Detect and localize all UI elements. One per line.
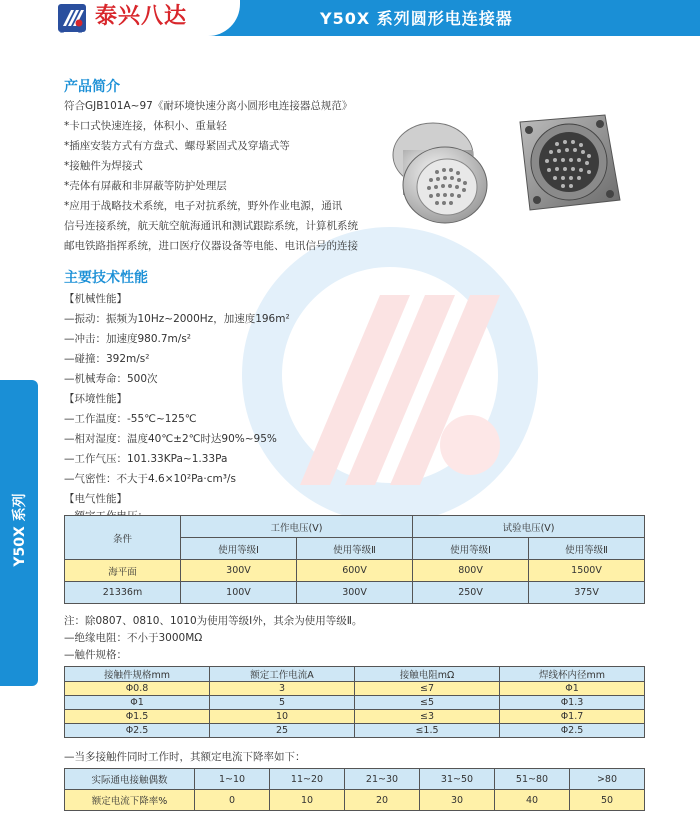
table-cell: 25 [210, 724, 355, 738]
intro-line: *卡口式快速连接，体积小、重量轻 [64, 120, 227, 132]
intro-line: 符合GJB101A~97《耐环境快速分离小圆形电连接器总规范》 [64, 100, 353, 112]
table-cell: 30 [420, 790, 495, 811]
table-row [65, 710, 645, 724]
row-label: 额定电流下降率% [65, 790, 195, 811]
table-cell: 1500V [529, 560, 645, 582]
level-header: 使用等级Ⅰ [413, 538, 529, 560]
table-cell: 1~10 [195, 769, 270, 790]
derating-intro: —当多接触件同时工作时，其额定电流下降率如下： [64, 751, 306, 763]
table-cell: 375V [529, 582, 645, 604]
spec-line: —气密性：不大于4.6×10²Pa·cm³/s [64, 473, 236, 485]
work-voltage-header: 工作电压(V) [181, 516, 413, 538]
table-cell: Φ2.5 [65, 724, 210, 738]
table-row [65, 560, 645, 582]
table-row [65, 696, 645, 710]
env-title: 【环境性能】 [64, 393, 127, 405]
table-cell: 5 [210, 696, 355, 710]
intro-line: *壳体有屏蔽和非屏蔽等防护处理层 [64, 180, 227, 192]
connector-plug-image [383, 110, 503, 230]
table-cell: 21~30 [345, 769, 420, 790]
spec-line: —机械寿命：500次 [64, 373, 158, 385]
table-cell: >80 [570, 769, 645, 790]
derating-table [64, 768, 645, 811]
table-cell: 11~20 [270, 769, 345, 790]
table-cell: ≤1.5 [355, 724, 500, 738]
table-cell: 31~50 [420, 769, 495, 790]
connector-socket-image [505, 110, 625, 220]
table-row [65, 724, 645, 738]
table-cell: ≤3 [355, 710, 500, 724]
table-cell: Φ1.7 [500, 710, 645, 724]
table-cell: 21336m [65, 582, 181, 604]
table-cell: 100V [181, 582, 297, 604]
intro-line: *插座安装方式有方盘式、螺母紧固式及穿墙式等 [64, 140, 290, 152]
spec-line: —碰撞：392m/s² [64, 353, 150, 365]
column-header: 焊线杯内径mm [500, 667, 645, 682]
watermark-logo-icon [240, 225, 540, 525]
table-cell: Φ0.8 [65, 682, 210, 696]
table-cell: 250V [413, 582, 529, 604]
column-header: 接触电阻mΩ [355, 667, 500, 682]
table-cell: Φ1 [500, 682, 645, 696]
table-cell: Φ2.5 [500, 724, 645, 738]
table-cell: 0 [195, 790, 270, 811]
table-cell: 800V [413, 560, 529, 582]
table-cell: 20 [345, 790, 420, 811]
test-voltage-header: 试验电压(V) [413, 516, 645, 538]
mech-title: 【机械性能】 [64, 293, 127, 305]
table-cell: 3 [210, 682, 355, 696]
table-row [65, 769, 645, 790]
table-cell: 10 [270, 790, 345, 811]
table-cell: Φ1 [65, 696, 210, 710]
contact-table [64, 666, 645, 738]
table-cell: 300V [181, 560, 297, 582]
table-row [65, 790, 645, 811]
column-header: 额定工作电流A [210, 667, 355, 682]
rated-voltage-label: —额定工作电压： [64, 510, 148, 522]
table-cell: 海平面 [65, 560, 181, 582]
column-header: 接触件规格mm [65, 667, 210, 682]
contact-spec-label: —触件规格： [64, 649, 127, 661]
insulation-line: —绝缘电阻：不小于3000MΩ [64, 632, 203, 644]
table-cell: 10 [210, 710, 355, 724]
table-cell: 51~80 [495, 769, 570, 790]
level-header: 使用等级Ⅰ [181, 538, 297, 560]
spec-line: —冲击：加速度980.7m/s² [64, 333, 192, 345]
level-header: 使用等级Ⅱ [297, 538, 413, 560]
intro-line: *接触件为焊接式 [64, 160, 143, 172]
table-cell: 40 [495, 790, 570, 811]
page-title: Y50X 系列圆形电连接器 [320, 9, 513, 28]
intro-line: 信号连接系统，航天航空航海通讯和测试跟踪系统，计算机系统 [64, 220, 358, 232]
page-header [0, 0, 700, 36]
table-cell: ≤7 [355, 682, 500, 696]
table-cell: 50 [570, 790, 645, 811]
voltage-table [64, 515, 645, 604]
table-cell: 300V [297, 582, 413, 604]
brand-letters: B D [60, 28, 89, 35]
level-note: 注：除0807、0810、1010为使用等级Ⅰ外，其余为使用等级Ⅱ。 [64, 615, 363, 627]
spec-line: —工作气压：101.33KPa~1.33Pa [64, 453, 228, 465]
spec-line: —振动：振频为10Hz~2000Hz，加速度196m² [64, 313, 290, 325]
table-row [65, 582, 645, 604]
logo-area [0, 0, 240, 36]
spec-line: —工作温度：-55℃~125℃ [64, 413, 197, 425]
condition-header: 条件 [65, 516, 181, 560]
intro-line: *应用于战略技术系统，电子对抗系统，野外作业电源，通讯 [64, 200, 343, 212]
table-row [65, 682, 645, 696]
table-cell: ≤5 [355, 696, 500, 710]
elec-title: 【电气性能】 [64, 493, 127, 505]
table-cell: 600V [297, 560, 413, 582]
spec-line: —相对湿度：温度40℃±2℃时达90%~95% [64, 433, 277, 445]
table-cell: Φ1.3 [500, 696, 645, 710]
specs-heading: 主要技术性能 [64, 270, 148, 286]
intro-line: 邮电铁路指挥系统，进口医疗仪器设备等电能、电讯信号的连接 [64, 240, 358, 252]
level-header: 使用等级Ⅱ [529, 538, 645, 560]
row-label: 实际通电接触偶数 [65, 769, 195, 790]
brand-name: 泰兴八达 [95, 4, 188, 29]
table-cell: Φ1.5 [65, 710, 210, 724]
intro-heading: 产品简介 [64, 79, 120, 95]
